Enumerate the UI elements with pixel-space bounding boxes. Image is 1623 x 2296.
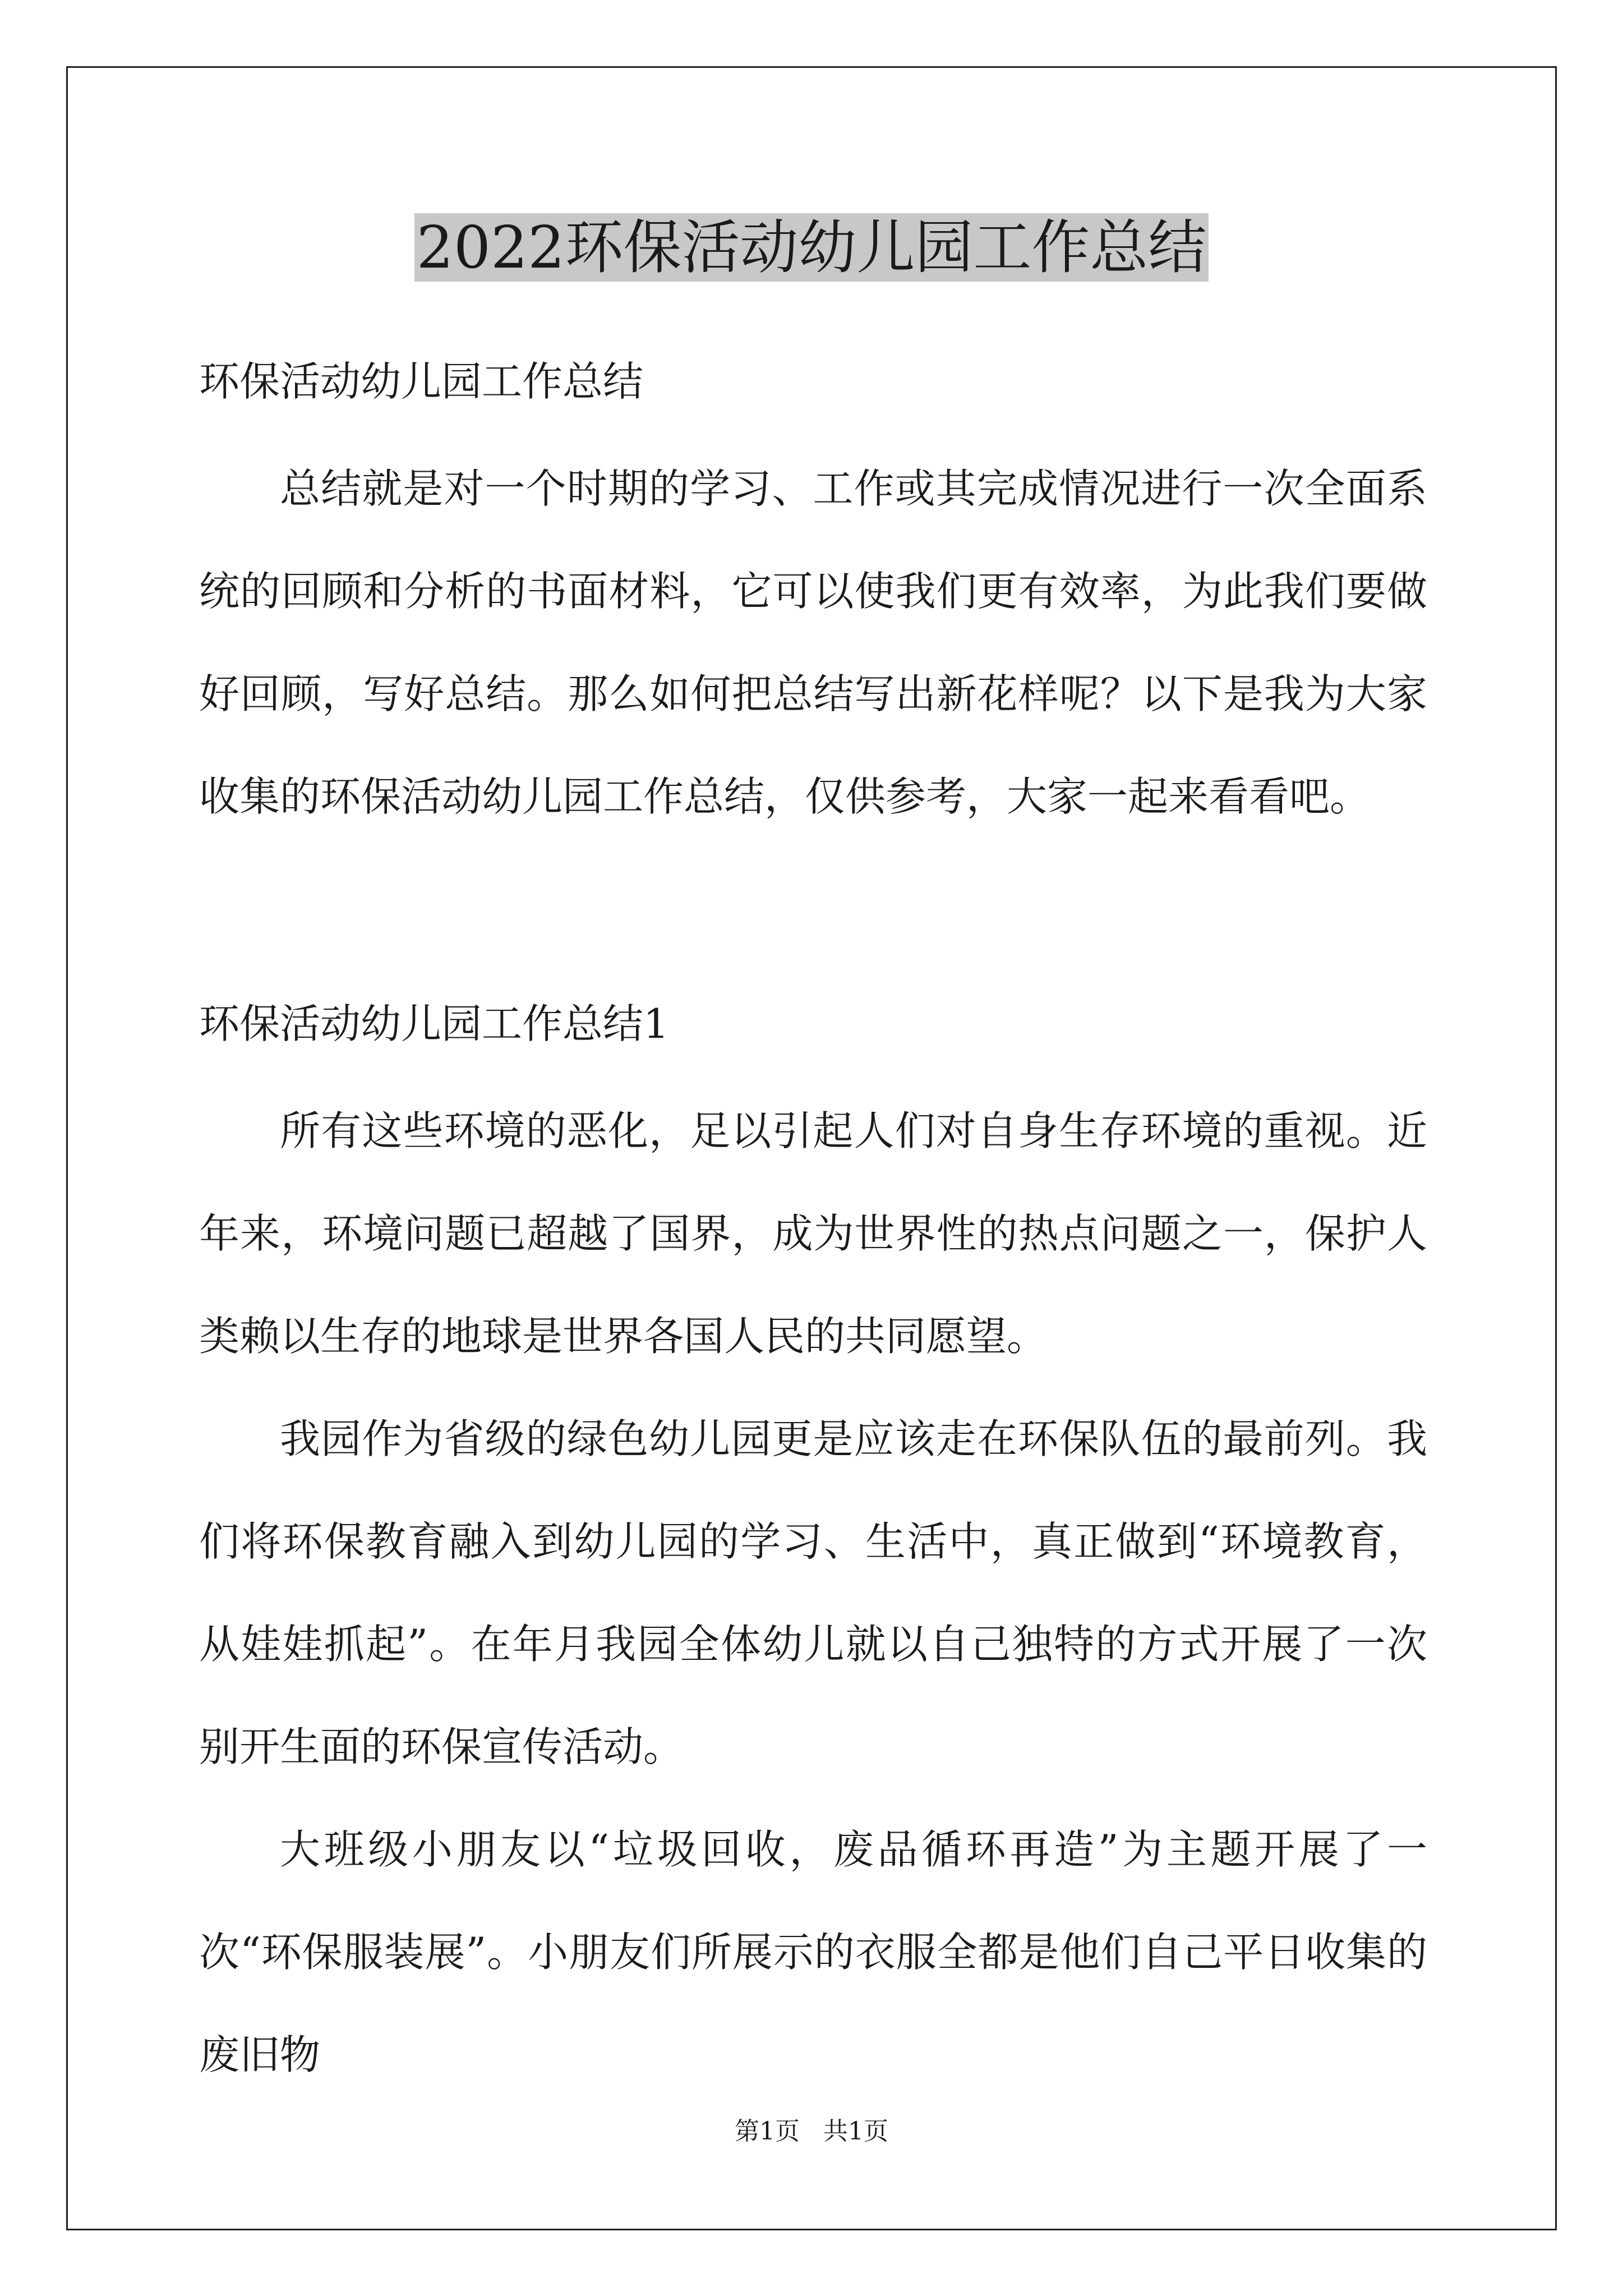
intro-block — [199, 438, 1427, 848]
document-subtitle: 环保活动幼儿园工作总结 — [199, 358, 644, 405]
body-paragraph-2: 我园作为省级的绿色幼儿园更是应该走在环保队伍的最前列。我们将环保教育融入到幼儿园的学习、生活中，真正做到“环境教育，从娃娃抓起”。在年月我园全体幼儿就以自己独特的方式开展了一次别开生面的环保宣传活动。 — [199, 1415, 1427, 1770]
document-title-text: 2022环保活动幼儿园工作总结 — [414, 213, 1209, 282]
body-paragraph-1: 所有这些环境的恶化，足以引起人们对自身生存环境的重视。近年来，环境问题已超越了国界，成为世界性的热点问题之一，保护人类赖以生存的地球是世界各国人民的共同愿望。 — [199, 1107, 1427, 1360]
intro-paragraph: 总结就是对一个时期的学习、工作或其完成情况进行一次全面系统的回顾和分析的书面材料，它可以使我们更有效率，为此我们要做好回顾，写好总结。那么如何把总结写出新花样呢？以下是我为大家收集的环保活动幼儿园工作总结，仅供参考，大家一起来看看吧。 — [199, 465, 1427, 820]
body-paragraph-3: 大班级小朋友以“垃圾回收，废品循环再造”为主题开展了一次“环保服装展”。小朋友们所展示的衣服全都是他们自己平日收集的废旧物 — [199, 1826, 1427, 2078]
document-title — [0, 205, 1623, 289]
body-block — [199, 1080, 1427, 2106]
page-footer: 第1页 共1页 — [735, 2117, 888, 2146]
section-heading: 环保活动幼儿园工作总结1 — [199, 1000, 669, 1047]
